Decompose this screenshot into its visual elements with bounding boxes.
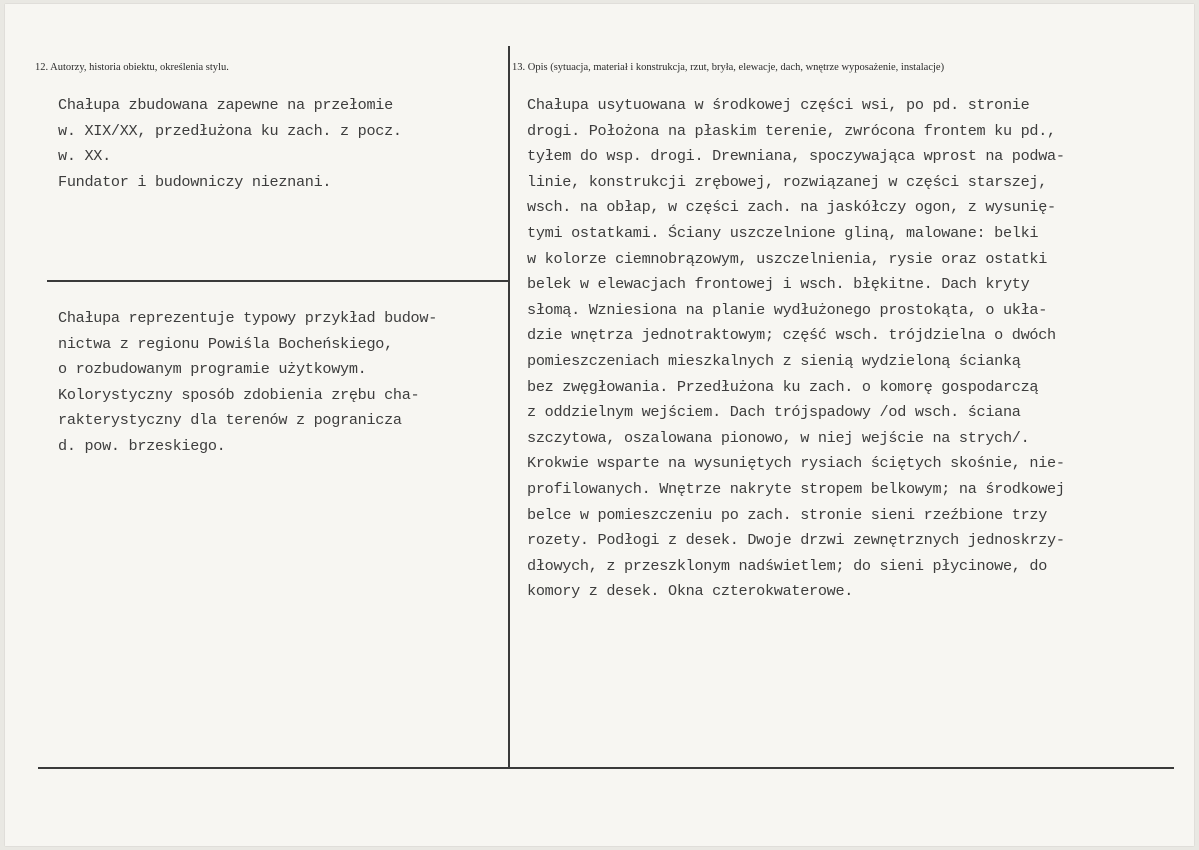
text-line: Chałupa zbudowana zapewne na przełomie [58, 96, 393, 114]
text-line: d. pow. brzeskiego. [58, 436, 226, 455]
section-13-heading: 13. Opis (sytuacja, materiał i konstrukcja, rzut, bryła, elewacje, dach, wnętrze wyposażenie, instalacje) [512, 62, 945, 73]
text-line: tyłem do wsp. drogi. Drewniana, spoczywająca wprost na podwa- [527, 147, 1065, 166]
text-line: Krokwie wsparte na wysuniętych rysiach ściętych skośnie, nie- [527, 454, 1065, 473]
text-line: drogi. Położona na płaskim terenie, zwrócona frontem ku pd., [527, 121, 1056, 140]
text-line: Chałupa reprezentuje typowy przykład budow- [58, 309, 438, 327]
text-line: z oddzielnym wejściem. Dach trójspadowy /od wsch. ściana [527, 403, 1021, 422]
text-line: belek w elewacjach frontowej i wsch. błękitne. Dach kryty [527, 275, 1030, 294]
section-12-assessment-text [58, 306, 437, 460]
text-line: komory z desek. Okna czterokwaterowe. [527, 582, 854, 601]
text-line: rozety. Podłogi z desek. Dwoje drzwi zewnętrznych jednoskrzy- [527, 531, 1065, 550]
text-line: dłowych, z przeszklonym nadświetlem; do sieni płycinowe, do [527, 556, 1048, 575]
text-line: szczytowa, oszalowana pionowo, w niej wejście na strych/. [527, 428, 1030, 447]
column-divider [508, 46, 510, 768]
text-line: słomą. Wzniesiona na planie wydłużonego prostokąta, o ukła- [527, 300, 1048, 319]
text-line: nictwa z regionu Powiśla Bocheńskiego, [58, 334, 393, 353]
text-line: Chałupa usytuowana w środkowej części wsi, po pd. stronie [527, 96, 1030, 114]
text-line: pomieszczeniach mieszkalnych z sienią wydzieloną ścianką [527, 351, 1021, 370]
section-12-heading: 12. Autorzy, historia obiektu, określenia stylu. [35, 62, 229, 73]
section-12-text [58, 93, 402, 195]
text-line: wsch. na obłap, w części zach. na jaskółczy ogon, z wysunię- [527, 198, 1056, 217]
text-line: tymi ostatkami. Ściany uszczelnione gliną, malowane: belki [527, 223, 1039, 242]
section-13-text [527, 93, 1065, 605]
text-line: dzie wnętrza jednotraktowym; część wsch. trójdzielna o dwóch [527, 326, 1056, 345]
text-line: w. XIX/XX, przedłużona ku zach. z pocz. [58, 121, 402, 140]
left-section-divider [47, 280, 508, 282]
text-line: o rozbudowanym programie użytkowym. [58, 360, 367, 379]
text-line: belce w pomieszczeniu po zach. stronie sieni rzeźbione trzy [527, 505, 1048, 524]
text-line: linie, konstrukcji zrębowej, rozwiązanej w części starszej, [527, 172, 1048, 191]
text-line: w. XX. [58, 147, 111, 166]
text-line: Fundator i budowniczy nieznani. [58, 172, 332, 191]
bottom-divider [38, 767, 1174, 769]
text-line: rakterystyczny dla terenów z pogranicza [58, 411, 402, 430]
text-line: profilowanych. Wnętrze nakryte stropem belkowym; na środkowej [527, 479, 1065, 498]
text-line: Kolorystyczny sposób zdobienia zrębu cha- [58, 385, 420, 404]
text-line: w kolorze ciemnobrązowym, uszczelnienia, rysie oraz ostatki [527, 249, 1048, 268]
text-line: bez zwęgłowania. Przedłużona ku zach. o komorę gospodarczą [527, 377, 1039, 396]
record-card [5, 4, 1194, 846]
